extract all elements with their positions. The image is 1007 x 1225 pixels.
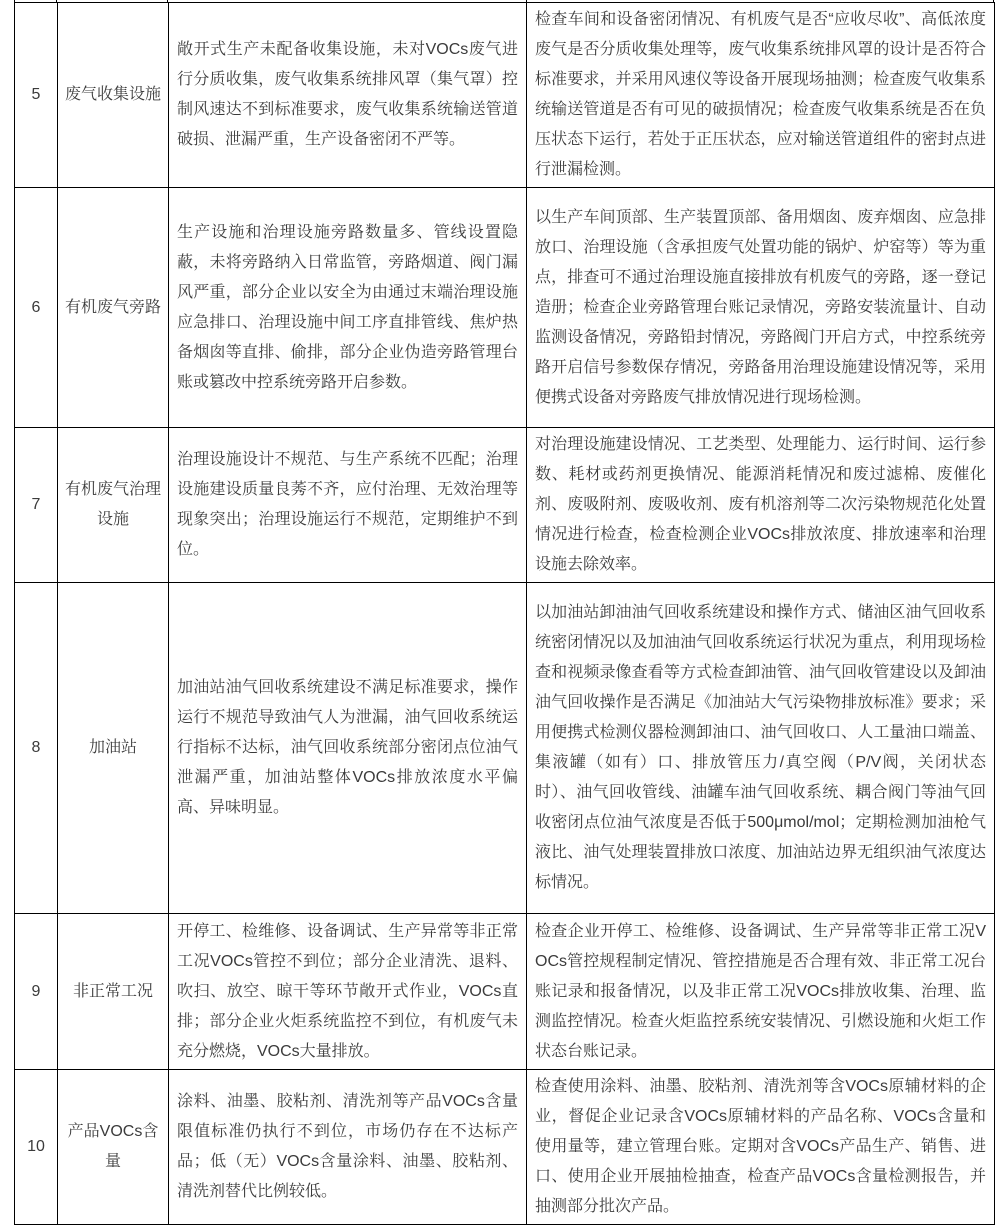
category-cell: 非正常工况 [58,914,169,1070]
problem-desc-cell: 治理设施设计不规范、与生产系统不匹配；治理设施建设质量良莠不齐，应付治理、无效治理等现象突出；治理设施运行不规范，定期维护不到位。 [169,428,527,583]
row-number: 6 [15,188,58,428]
row-number: 7 [15,428,58,583]
problem-desc-cell: 涂料、油墨、胶粘剂、清洗剂等产品VOCs含量限值标准仍执行不到位，市场仍存在不达标产品；低（无）VOCs含量涂料、油墨、胶粘剂、清洗剂替代比例较低。 [169,1070,527,1225]
problem-desc-cell: 生产设施和治理设施旁路数量多、管线设置隐蔽，未将旁路纳入日常监管，旁路烟道、阀门漏风严重，部分企业以安全为由通过末端治理设施应急排口、治理设施中间工序直排管线、焦炉热备烟囱等直排、偷排，部分企业伪造旁路管理台账或篡改中控系统旁路开启参数。 [169,188,527,428]
row-number: 9 [15,914,58,1070]
problem-desc-cell: 加油站油气回收系统建设不满足标准要求，操作运行不规范导致油气人为泄漏，油气回收系统运行指标不达标，油气回收系统部分密闭点位油气泄漏严重，加油站整体VOCs排放浓度水平偏高、异味明显。 [169,583,527,914]
inspection-measure-cell: 检查车间和设备密闭情况、有机废气是否“应收尽收”、高低浓度废气是否分质收集处理等，废气收集系统排风罩的设计是否符合标准要求，并采用风速仪等设备开展现场抽测；检查废气收集系统输送管道是否有可见的破损情况；检查废气收集系统是否在负压状态下运行，若处于正压状态，应对输送管道组件的密封点进行泄漏检测。 [527,3,995,188]
problem-desc-cell: 敞开式生产未配备收集设施，未对VOCs废气进行分质收集，废气收集系统排风罩（集气罩）控制风速达不到标准要求，废气收集系统输送管道破损、泄漏严重，生产设备密闭不严等。 [169,3,527,188]
category-cell: 产品VOCs含量 [58,1070,169,1225]
row-number: 8 [15,583,58,914]
row-number: 5 [15,3,58,188]
inspection-measure-cell: 检查企业开停工、检维修、设备调试、生产异常等非正常工况VOCs管控规程制定情况、管控措施是否合理有效、非正常工况台账记录和报备情况，以及非正常工况VOCs排放收集、治理、监测监控情况。检查火炬监控系统安装情况、引燃设施和火炬工作状态台账记录。 [527,914,995,1070]
row-number: 10 [15,1070,58,1225]
category-cell: 有机废气旁路 [58,188,169,428]
inspection-measure-cell: 以加油站卸油油气回收系统建设和操作方式、储油区油气回收系统密闭情况以及加油油气回收系统运行状况为重点，利用现场检查和视频录像查看等方式检查卸油管、油气回收管建设以及卸油油气回收操作是否满足《加油站大气污染物排放标准》要求；采用便携式检测仪器检测卸油口、油气回收口、人工量油口端盖、集液罐（如有）口、排放管压力/真空阀（P/V阀，关闭状态时）、油气回收管线、油罐车油气回收系统、耦合阀门等油气回收密闭点位油气浓度是否低于500μmol/mol；定期检测加油枪气液比、油气处理装置排放口浓度、加油站边界无组织油气浓度达标情况。 [527,583,995,914]
category-cell: 有机废气治理设施 [58,428,169,583]
table-row [15,914,995,1070]
document-page [14,2,994,1225]
table-row [15,1070,995,1225]
inspection-measure-cell: 对治理设施建设情况、工艺类型、处理能力、运行时间、运行参数、耗材或药剂更换情况、能源消耗情况和废过滤棉、废催化剂、废吸附剂、废吸收剂、废有机溶剂等二次污染物规范化处置情况进行检查，检查检测企业VOCs排放浓度、排放速率和治理设施去除效率。 [527,428,995,583]
table-row [15,188,995,428]
category-cell: 加油站 [58,583,169,914]
problem-desc-cell: 开停工、检维修、设备调试、生产异常等非正常工况VOCs管控不到位；部分企业清洗、退料、吹扫、放空、晾干等环节敞开式作业，VOCs直排；部分企业火炬系统监控不到位，有机废气未充分燃烧，VOCs大量排放。 [169,914,527,1070]
table-row [15,583,995,914]
table-row [15,428,995,583]
inspection-measure-cell: 以生产车间顶部、生产装置顶部、备用烟囱、废弃烟囱、应急排放口、治理设施（含承担废气处置功能的锅炉、炉窑等）等为重点，排查可不通过治理设施直接排放有机废气的旁路，逐一登记造册；检查企业旁路管理台账记录情况，旁路安装流量计、自动监测设备情况，旁路铅封情况，旁路阀门开启方式，中控系统旁路开启信号参数保存情况，旁路备用治理设施建设情况等，采用便携式设备对旁路废气排放情况进行现场检测。 [527,188,995,428]
vocs-inspection-table [14,2,995,1225]
inspection-measure-cell: 检查使用涂料、油墨、胶粘剂、清洗剂等含VOCs原辅材料的企业，督促企业记录含VOCs原辅材料的产品名称、VOCs含量和使用量等，建立管理台账。定期对含VOCs产品生产、销售、进口、使用企业开展抽检抽查，检查产品VOCs含量检测报告，并抽测部分批次产品。 [527,1070,995,1225]
category-cell: 废气收集设施 [58,3,169,188]
table-row [15,3,995,188]
